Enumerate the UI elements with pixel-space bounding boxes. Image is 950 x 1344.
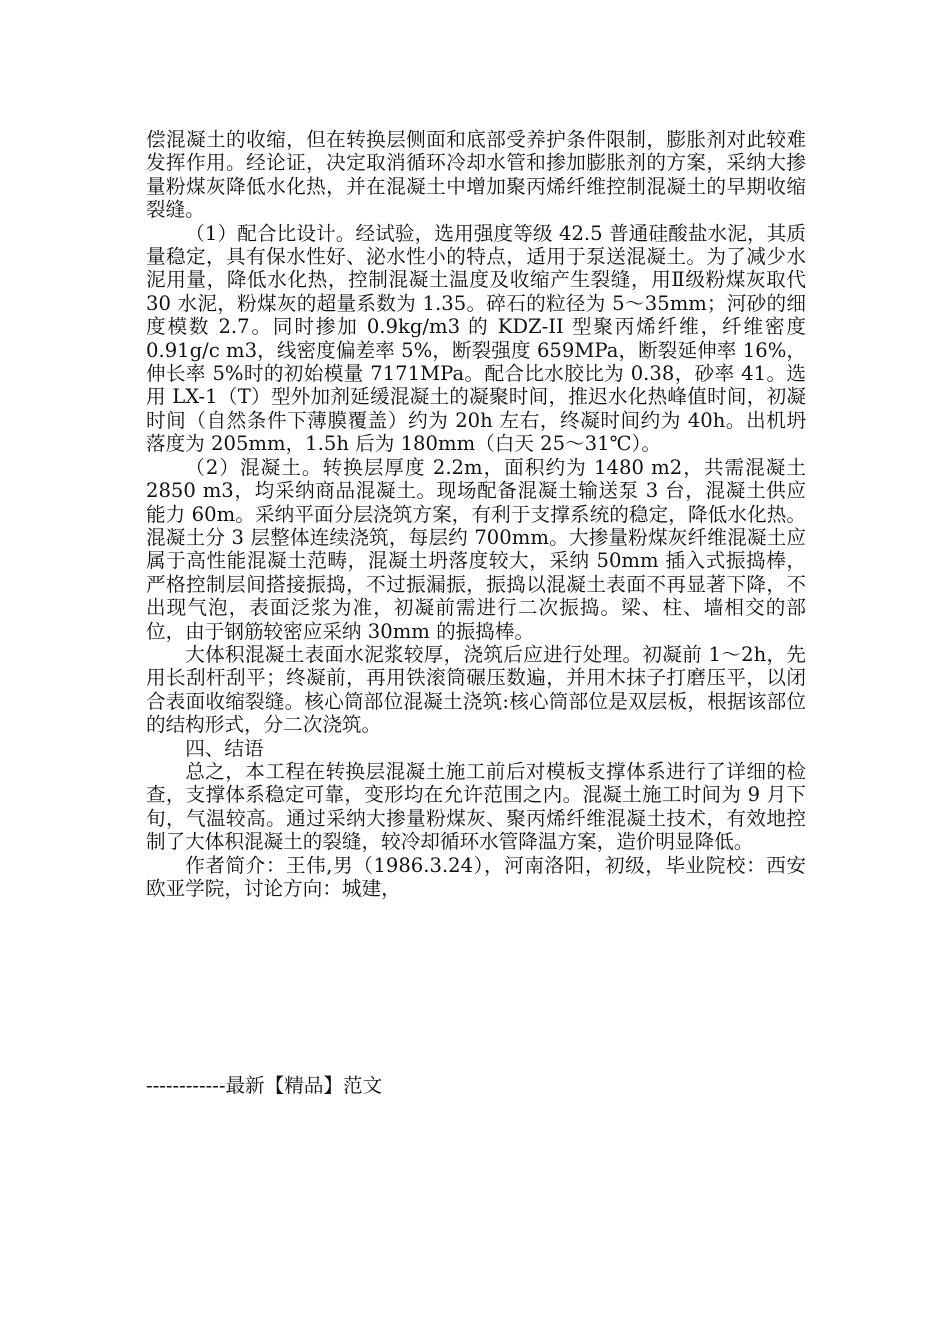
paragraph-mix-design: （1）配合比设计。经试验，选用强度等级 42.5 普通硅酸盐水泥，其质量稳定，具有保水性好、泌水性小的特点，适用于泵送混凝土。为了减少水泥用量，降低水化热，控制混凝土温度及收缩产生裂缝，用Ⅱ级粉煤灰取代 30 水泥，粉煤灰的超量系数为 1.35。碎石的粒径为 5～35mm；河砂的细度模数 2.7。同时掺加 0.9kg/m3 的 KDZ-II 型聚丙烯纤维，纤维密度 0.91g/c m3，线密度偏差率 5%，断裂强度 659MPa，断裂延伸率 16%，伸长率 5%时的初始模量 7171MPa。配合比水胶比为 0.38，砂率 41。选用 LX-1（T）型外加剂延缓混凝土的凝聚时间，推迟水化热峰值时间，初凝时间（自然条件下薄膜覆盖）约为 20h 左右，终凝时间约为 40h。出机坍落度为 205mm，1.5h 后为 180mm（白天 25～31℃）。: [146, 221, 806, 456]
paragraph-conclusion: 总之，本工程在转换层混凝土施工前后对模板支撑体系进行了详细的检查，支撑体系稳定可靠，变形均在允许范围之内。混凝土施工时间为 9 月下旬，气温较高。通过采纳大掺量粉煤灰、聚丙烯纤维混凝土技术，有效地控制了大体积混凝土的裂缝，较冷却循环水管降温方案，造价明显降低。: [146, 759, 806, 854]
paragraph-continuation: 偿混凝土的收缩，但在转换层侧面和底部受养护条件限制，膨胀剂对此较难发挥作用。经论证，决定取消循环冷却水管和掺加膨胀剂的方案，采纳大掺量粉煤灰降低水化热，并在混凝土中增加聚丙烯纤维控制混凝土的早期收缩裂缝。: [146, 128, 806, 222]
section-heading-conclusion: 四、结语: [185, 736, 264, 760]
paragraph-author-bio: 作者简介：王伟,男（1986.3.24），河南洛阳，初级，毕业院校：西安欧亚学院，讨论方向：城建，: [146, 853, 806, 900]
footer-text: ------------最新【精品】范文: [146, 1074, 383, 1097]
paragraph-concrete: （2）混凝土。转换层厚度 2.2m，面积约为 1480 m2，共需混凝土 2850 m3，均采纳商品混凝土。现场配备混凝土输送泵 3 台，混凝土供应能力 60m。采纳平面分层浇筑方案，有利于支撑系统的稳定，降低水化热。混凝土分 3 层整体连续浇筑，每层约 700mm。大掺量粉煤灰纤维混凝土应属于高性能混凝土范畴，混凝土坍落度较大，采纳 50mm 插入式振捣棒，严格控制层间搭接振捣，不过振漏振，振捣以混凝土表面不再显著下降，不出现气泡，表面泛浆为准，初凝前需进行二次振捣。梁、柱、墙相交的部位，由于钢筋较密应采纳 30mm 的振捣棒。: [146, 455, 806, 643]
document-body: [146, 128, 806, 900]
paragraph-surface-treatment: 大体积混凝土表面水泥浆较厚，浇筑后应进行处理。初凝前 1～2h，先用长刮杆刮平；终凝前，再用铁滚筒碾压数遍，并用木抹子打磨压平，以闭合表面收缩裂缝。核心筒部位混凝土浇筑:核心筒部位是双层板，根据该部位的结构形式，分二次浇筑。: [146, 642, 806, 737]
